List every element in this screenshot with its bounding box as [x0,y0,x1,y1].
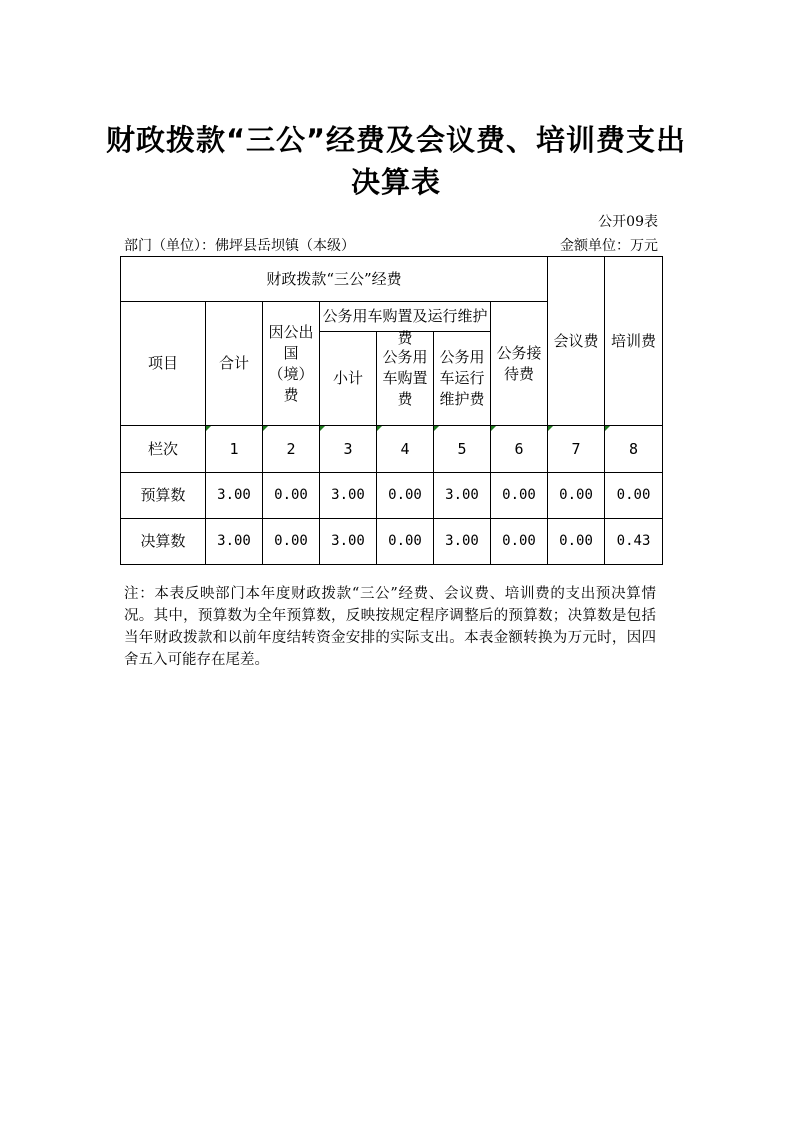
header-meeting: 会议费 [548,257,605,426]
table-cell: 3.00 [320,519,377,565]
page-title: 财政拨款“三公”经费及会议费、培训费支出 [105,123,687,157]
table-cell: 0.43 [605,519,663,565]
table-cell: 3.00 [206,473,263,519]
table-cell: 3 [320,426,377,473]
table-cell: 0.00 [491,519,548,565]
header-vehicle-group [320,302,491,347]
cell-marker [491,426,496,431]
row-label: 决算数 [121,519,206,565]
table-cell: 0.00 [263,473,320,519]
table-cell: 3.00 [320,473,377,519]
expense-table [120,256,663,565]
header-abroad: 因公出国（境）费 [263,302,320,426]
footnote: 注：本表反映部门本年度财政拨款“三公”经费、会议费、培训费的支出预决算情况。其中，预算数为全年预算数，反映按规定程序调整后的预算数；决算数是包括当年财政拨款和以前年度结转资金安排的实际支出。本表金额转换为万元时，因四舍五入可能存在尾差。 [124,586,656,668]
table-cell: 0.00 [605,473,663,519]
cell-marker [263,426,268,431]
header-item: 项目 [121,302,206,426]
table-cell: 0.00 [548,519,605,565]
table-row [121,473,663,519]
unit-label: 金额单位：万元 [560,238,658,254]
header-reception: 公务接待费 [491,302,548,426]
cell-marker [605,426,610,431]
cell-marker [377,426,382,431]
header-group-three-public: 财政拨款“三公”经费 [121,257,548,302]
page-title-line2: 决算表 [350,165,441,199]
header-vehicle-purchase: 公务用车购置费 [377,332,434,426]
table-code: 公开09表 [598,214,658,230]
header-vehicle-operation: 公务用车运行维护费 [434,332,491,426]
department-label: 部门（单位）：佛坪县岳坝镇（本级） [124,238,355,254]
table-cell: 0.00 [377,519,434,565]
table-cell: 3.00 [434,519,491,565]
table-row [121,426,663,473]
table-row [121,519,663,565]
header-vehicle-group-text: 公务用车购置及运行维护费 [322,306,488,347]
table-cell: 0.00 [491,473,548,519]
table-cell: 2 [263,426,320,473]
table-cell: 0.00 [263,519,320,565]
table-cell: 0.00 [377,473,434,519]
row-label: 栏次 [121,426,206,473]
row-label: 预算数 [121,473,206,519]
table-cell: 4 [377,426,434,473]
table-cell: 8 [605,426,663,473]
table-cell: 7 [548,426,605,473]
header-subtotal: 小计 [320,332,377,426]
table-cell: 0.00 [548,473,605,519]
table-cell: 3.00 [206,519,263,565]
cell-marker [434,426,439,431]
cell-marker [548,426,553,431]
cell-marker [320,426,325,431]
header-total: 合计 [206,302,263,426]
cell-marker [206,426,211,431]
table-cell: 5 [434,426,491,473]
table-cell: 3.00 [434,473,491,519]
table-cell: 1 [206,426,263,473]
header-training: 培训费 [605,257,663,426]
table-cell: 6 [491,426,548,473]
